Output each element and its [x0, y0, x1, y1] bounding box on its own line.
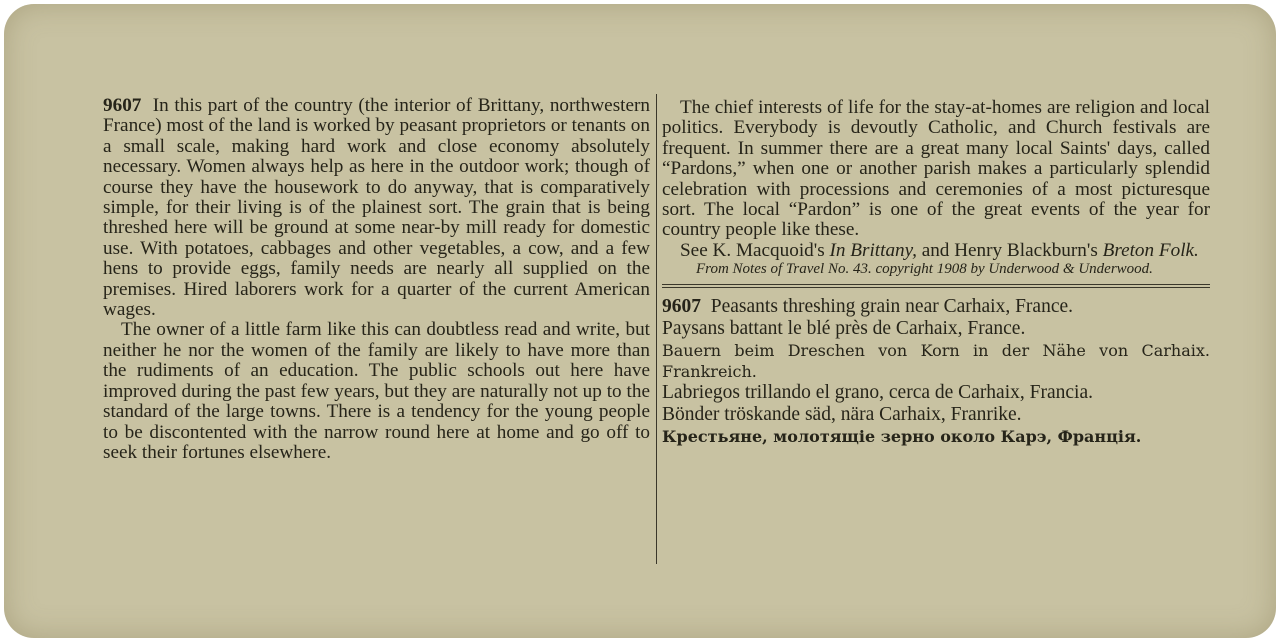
- double-rule: [662, 284, 1210, 288]
- see-title-in-brittany: In Brittany,: [829, 239, 917, 261]
- caption-swedish: Bönder tröskande säd, nära Carhaix, Franrike.: [662, 404, 1022, 426]
- caption-english-text: Peasants threshing grain near Carhaix, France.: [710, 296, 1074, 318]
- see-also-paragraph: [662, 241, 1210, 261]
- caption-french: Paysans battant le blé près de Carhaix, France.: [662, 318, 1026, 340]
- card-number: 9607: [103, 95, 142, 116]
- caption-spanish: Labriegos trillando el grano, cerca de Carhaix, Francia.: [662, 382, 1093, 404]
- see-prefix: See K. Macquoid's: [680, 239, 830, 261]
- left-column: [103, 96, 650, 463]
- caption-russian: Крестьяне, молотящіе зерно около Карэ, Франція.: [662, 427, 1142, 447]
- right-column: [662, 98, 1210, 447]
- left-paragraph-1-text: In this part of the country (the interior of Brittany, northwestern France) most of the land is worked by peasant proprietors or tenants on a small scale, making hard work and close economy absolutely necessary. Women always help as here in the outdoor work; though of course they have the housework to do anyway, that is comparatively simple, for their living is of the plainest sort. The grain that is being threshed here will be ground at some near-by mill ready for domestic use. With potatoes, cabbages and other vegetables, a cow, and a few hens to provide eggs, family needs are nearly all supplied on the premises. Hired laborers work for a quarter of the current American wages.: [103, 95, 650, 321]
- copyright-credit: From Notes of Travel No. 43. copyright 1908 by Underwood & Underwood.: [696, 261, 1153, 278]
- caption-german: Bauern beim Dreschen von Korn in der Nähe von Carhaix. Frankreich.: [662, 341, 1210, 382]
- left-paragraph-2: The owner of a little farm like this can doubtless read and write, but neither he nor the women of the family are likely to have more than the rudiments of an education. The public schools out here have improved during the past few years, but they are naturally not up to the standard of the large towns. There is a tendency for the young people to be discontented with the narrow round here at home and go off to seek their fortunes elsewhere.: [103, 319, 650, 463]
- caption-english: [662, 296, 1210, 318]
- caption-card-number: 9607: [662, 296, 701, 318]
- right-paragraph-1: The chief interests of life for the stay-at-homes are religion and local politics. Everybody is devoutly Catholic, and Church festivals are frequent. In summer there are a great many local Saints' days, called “Pardons,” when one or another parish makes a particularly splendid celebration with processions and ceremonies of a most picturesque sort. The local “Pardon” is one of the great events of the year for country people like these.: [662, 97, 1210, 241]
- column-divider: [656, 94, 657, 564]
- stereoview-card-back: [4, 4, 1276, 638]
- see-title-breton-folk: Breton Folk.: [1102, 239, 1199, 261]
- see-mid: and Henry Blackburn's: [916, 239, 1103, 261]
- left-paragraph-1: [103, 96, 650, 320]
